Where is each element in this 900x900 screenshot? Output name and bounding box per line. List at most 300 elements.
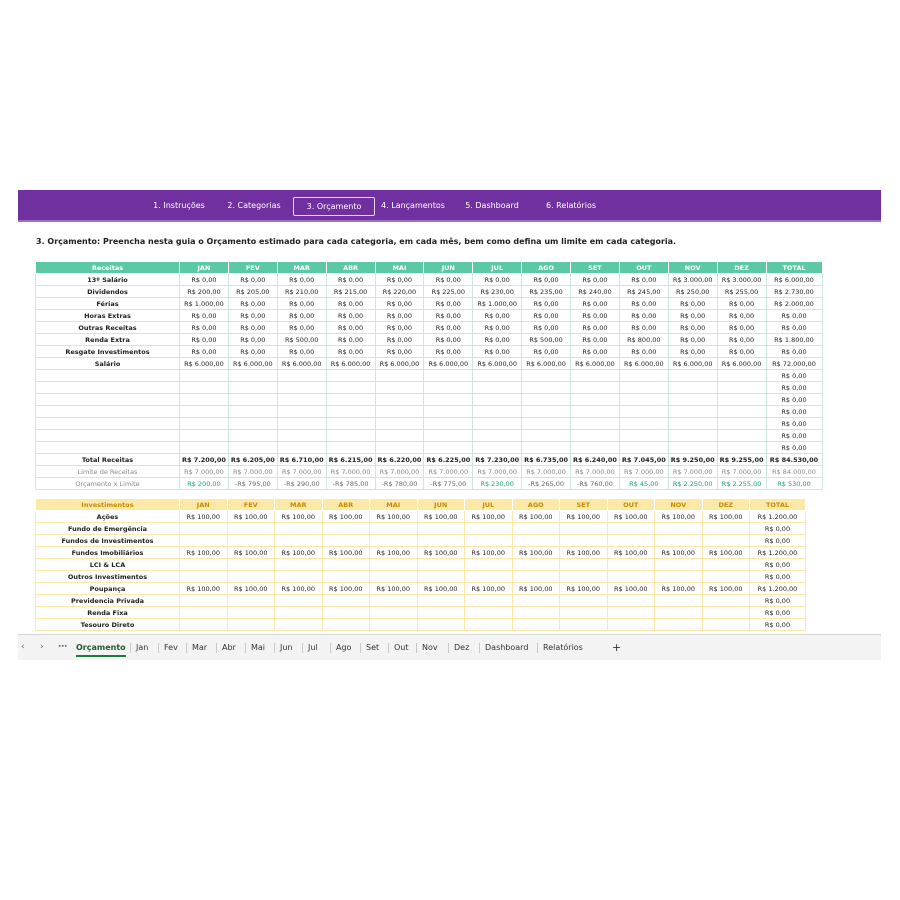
value-cell[interactable]: -R$ 290,00 [277,478,326,490]
value-cell[interactable] [655,535,703,547]
value-cell[interactable]: R$ 100,00 [275,583,323,595]
value-cell[interactable] [227,535,275,547]
value-cell[interactable]: R$ 500,00 [522,334,571,346]
month-header-cell[interactable]: NOV [668,262,717,274]
value-cell[interactable] [522,418,571,430]
value-cell[interactable]: R$ 0,00 [473,334,522,346]
value-cell[interactable] [277,370,326,382]
value-cell[interactable]: R$ 100,00 [702,511,750,523]
value-cell[interactable]: R$ 100,00 [655,547,703,559]
value-cell[interactable] [417,559,465,571]
value-cell[interactable] [424,394,473,406]
value-cell[interactable]: R$ 6.220,00 [375,454,424,466]
value-cell[interactable] [607,523,655,535]
row-total-cell[interactable]: R$ 0,00 [750,619,806,631]
value-cell[interactable] [275,559,323,571]
value-cell[interactable]: R$ 0,00 [326,274,375,286]
value-cell[interactable]: R$ 100,00 [180,511,228,523]
value-cell[interactable] [228,394,277,406]
month-header-cell[interactable]: JUN [424,262,473,274]
value-cell[interactable] [322,523,370,535]
value-cell[interactable]: R$ 100,00 [180,583,228,595]
value-cell[interactable] [417,523,465,535]
row-label-cell[interactable] [36,370,180,382]
value-cell[interactable] [180,430,229,442]
value-cell[interactable]: R$ 0,00 [668,298,717,310]
value-cell[interactable] [571,442,620,454]
row-total-cell[interactable]: R$ 0,00 [766,406,822,418]
row-label-cell[interactable]: Tesouro Direto [36,619,180,631]
value-cell[interactable] [227,607,275,619]
value-cell[interactable]: R$ 255,00 [717,286,766,298]
value-cell[interactable]: R$ 6.000,00 [619,358,668,370]
value-cell[interactable] [717,382,766,394]
value-cell[interactable]: R$ 0,00 [424,334,473,346]
value-cell[interactable]: R$ 6.240,00 [571,454,620,466]
row-label-cell[interactable]: 13º Salário [36,274,180,286]
value-cell[interactable] [275,523,323,535]
value-cell[interactable] [571,382,620,394]
value-cell[interactable] [619,406,668,418]
value-cell[interactable] [370,559,418,571]
value-cell[interactable]: R$ 0,00 [375,310,424,322]
value-cell[interactable] [465,607,513,619]
value-cell[interactable]: R$ 0,00 [180,310,229,322]
value-cell[interactable]: R$ 0,00 [180,346,229,358]
value-cell[interactable]: R$ 0,00 [228,274,277,286]
value-cell[interactable]: R$ 0,00 [277,346,326,358]
month-header-cell[interactable]: OUT [619,262,668,274]
value-cell[interactable]: R$ 7.000,00 [522,466,571,478]
value-cell[interactable]: R$ 0,00 [473,322,522,334]
value-cell[interactable] [417,619,465,631]
sheet-tab-mai[interactable]: Mai [251,643,266,652]
value-cell[interactable]: R$ 100,00 [512,583,560,595]
value-cell[interactable]: R$ 9.255,00 [717,454,766,466]
value-cell[interactable]: R$ 0,00 [228,346,277,358]
value-cell[interactable] [228,370,277,382]
value-cell[interactable]: R$ 0,00 [424,322,473,334]
value-cell[interactable]: R$ 7.000,00 [326,466,375,478]
value-cell[interactable]: R$ 100,00 [560,511,608,523]
value-cell[interactable]: R$ 0,00 [277,310,326,322]
value-cell[interactable]: R$ 100,00 [322,583,370,595]
row-total-cell[interactable]: R$ 1.200,00 [750,583,806,595]
section-header-cell[interactable]: Receitas [36,262,180,274]
row-total-cell[interactable]: R$ 0,00 [766,430,822,442]
month-header-cell[interactable]: ABR [322,499,370,511]
value-cell[interactable] [370,619,418,631]
row-label-cell[interactable]: Outras Receitas [36,322,180,334]
row-label-cell[interactable]: Resgate Investimentos [36,346,180,358]
value-cell[interactable]: R$ 6.000,00 [717,358,766,370]
value-cell[interactable] [180,418,229,430]
value-cell[interactable]: R$ 0,00 [375,274,424,286]
value-cell[interactable] [275,535,323,547]
month-header-cell[interactable]: MAR [277,262,326,274]
value-cell[interactable] [180,442,229,454]
sheet-tab-set[interactable]: Set [366,643,380,652]
value-cell[interactable]: R$ 0,00 [326,310,375,322]
value-cell[interactable] [619,382,668,394]
value-cell[interactable]: R$ 100,00 [370,547,418,559]
value-cell[interactable]: R$ 800,00 [619,334,668,346]
value-cell[interactable] [512,535,560,547]
value-cell[interactable] [326,430,375,442]
value-cell[interactable] [717,406,766,418]
value-cell[interactable] [227,619,275,631]
value-cell[interactable] [227,595,275,607]
value-cell[interactable] [571,370,620,382]
row-total-cell[interactable]: R$ 0,00 [750,535,806,547]
row-total-cell[interactable]: R$ 0,00 [766,322,822,334]
value-cell[interactable]: R$ 0,00 [424,346,473,358]
value-cell[interactable] [607,595,655,607]
value-cell[interactable]: R$ 0,00 [668,334,717,346]
row-total-cell[interactable]: R$ 2.000,00 [766,298,822,310]
value-cell[interactable] [512,595,560,607]
value-cell[interactable]: R$ 205,00 [228,286,277,298]
value-cell[interactable]: R$ 0,00 [228,298,277,310]
value-cell[interactable]: R$ 6.000,00 [277,358,326,370]
value-cell[interactable]: R$ 0,00 [668,322,717,334]
value-cell[interactable] [417,535,465,547]
value-cell[interactable]: R$ 100,00 [607,583,655,595]
value-cell[interactable]: R$ 6.000,00 [571,358,620,370]
value-cell[interactable]: R$ 7.000,00 [619,466,668,478]
month-header-cell[interactable]: DEZ [702,499,750,511]
month-header-cell[interactable]: OUT [607,499,655,511]
value-cell[interactable] [571,430,620,442]
value-cell[interactable]: R$ 0,00 [473,274,522,286]
value-cell[interactable] [228,418,277,430]
value-cell[interactable]: R$ 0,00 [717,346,766,358]
value-cell[interactable] [571,394,620,406]
sheet-tab-relat-rios[interactable]: Relatórios [543,643,583,652]
value-cell[interactable]: R$ 0,00 [717,298,766,310]
value-cell[interactable] [619,430,668,442]
row-label-cell[interactable]: Limite de Receitas [36,466,180,478]
value-cell[interactable] [322,619,370,631]
row-total-cell[interactable]: R$ 530,00 [766,478,822,490]
value-cell[interactable] [424,370,473,382]
value-cell[interactable] [702,619,750,631]
sheet-tab-jan[interactable]: Jan [136,643,149,652]
value-cell[interactable] [512,571,560,583]
value-cell[interactable] [522,430,571,442]
value-cell[interactable] [668,370,717,382]
value-cell[interactable]: R$ 0,00 [522,274,571,286]
value-cell[interactable]: R$ 6.000,00 [668,358,717,370]
value-cell[interactable] [417,595,465,607]
value-cell[interactable]: R$ 100,00 [417,511,465,523]
value-cell[interactable] [473,442,522,454]
value-cell[interactable] [560,535,608,547]
row-total-cell[interactable]: R$ 0,00 [766,310,822,322]
value-cell[interactable] [702,595,750,607]
row-total-cell[interactable]: R$ 6.000,00 [766,274,822,286]
value-cell[interactable]: R$ 100,00 [655,511,703,523]
value-cell[interactable] [607,619,655,631]
value-cell[interactable]: R$ 100,00 [417,583,465,595]
value-cell[interactable]: R$ 240,00 [571,286,620,298]
value-cell[interactable]: -R$ 795,00 [228,478,277,490]
value-cell[interactable]: R$ 0,00 [717,322,766,334]
sheet-tab-jun[interactable]: Jun [280,643,293,652]
value-cell[interactable]: R$ 200,00 [180,286,229,298]
value-cell[interactable]: R$ 0,00 [571,322,620,334]
value-cell[interactable]: R$ 3.000,00 [717,274,766,286]
scroll-prev-sheets-icon[interactable]: ‹ [21,642,25,652]
row-label-cell[interactable]: Renda Fixa [36,607,180,619]
value-cell[interactable]: R$ 0,00 [326,322,375,334]
value-cell[interactable] [668,406,717,418]
value-cell[interactable] [512,523,560,535]
row-total-cell[interactable]: R$ 0,00 [766,394,822,406]
value-cell[interactable]: R$ 0,00 [228,310,277,322]
value-cell[interactable]: R$ 100,00 [560,547,608,559]
value-cell[interactable]: -R$ 785,00 [326,478,375,490]
row-label-cell[interactable]: Férias [36,298,180,310]
value-cell[interactable] [424,430,473,442]
value-cell[interactable]: R$ 100,00 [465,547,513,559]
value-cell[interactable]: R$ 7.045,00 [619,454,668,466]
value-cell[interactable]: R$ 6.735,00 [522,454,571,466]
value-cell[interactable]: R$ 7.000,00 [571,466,620,478]
value-cell[interactable] [424,418,473,430]
value-cell[interactable]: R$ 500,00 [277,334,326,346]
nav-tab-3[interactable]: 3. Orçamento [293,197,375,216]
value-cell[interactable] [322,571,370,583]
value-cell[interactable] [619,442,668,454]
value-cell[interactable] [702,523,750,535]
value-cell[interactable] [180,535,228,547]
value-cell[interactable] [607,607,655,619]
value-cell[interactable]: R$ 7.000,00 [424,466,473,478]
value-cell[interactable] [228,430,277,442]
row-label-cell[interactable]: Ações [36,511,180,523]
sheet-tab-dez[interactable]: Dez [454,643,470,652]
value-cell[interactable]: R$ 6.000,00 [180,358,229,370]
month-header-cell[interactable]: JUL [473,262,522,274]
value-cell[interactable]: R$ 6.000,00 [424,358,473,370]
value-cell[interactable] [417,571,465,583]
month-header-cell[interactable]: MAR [275,499,323,511]
value-cell[interactable] [180,607,228,619]
total-header-cell[interactable]: TOTAL [766,262,822,274]
value-cell[interactable]: R$ 6.205,00 [228,454,277,466]
value-cell[interactable] [326,406,375,418]
value-cell[interactable] [375,418,424,430]
month-header-cell[interactable]: FEV [227,499,275,511]
value-cell[interactable]: R$ 6.000,00 [375,358,424,370]
value-cell[interactable]: R$ 0,00 [375,298,424,310]
value-cell[interactable] [465,595,513,607]
row-label-cell[interactable]: Total Receitas [36,454,180,466]
value-cell[interactable] [370,595,418,607]
value-cell[interactable]: R$ 100,00 [275,547,323,559]
value-cell[interactable]: R$ 100,00 [560,583,608,595]
value-cell[interactable] [702,571,750,583]
value-cell[interactable] [370,571,418,583]
sheet-tab-jul[interactable]: Jul [308,643,318,652]
row-total-cell[interactable]: R$ 0,00 [750,607,806,619]
value-cell[interactable]: R$ 100,00 [370,583,418,595]
value-cell[interactable]: R$ 0,00 [228,334,277,346]
value-cell[interactable] [326,442,375,454]
row-total-cell[interactable]: R$ 0,00 [750,571,806,583]
value-cell[interactable]: R$ 220,00 [375,286,424,298]
value-cell[interactable] [228,442,277,454]
value-cell[interactable]: R$ 6.215,00 [326,454,375,466]
value-cell[interactable]: R$ 6.000,00 [522,358,571,370]
row-label-cell[interactable] [36,430,180,442]
value-cell[interactable] [560,559,608,571]
value-cell[interactable]: R$ 100,00 [180,547,228,559]
value-cell[interactable] [522,382,571,394]
value-cell[interactable]: R$ 0,00 [619,274,668,286]
value-cell[interactable]: R$ 0,00 [668,310,717,322]
value-cell[interactable]: R$ 3.000,00 [668,274,717,286]
row-label-cell[interactable] [36,406,180,418]
month-header-cell[interactable]: ABR [326,262,375,274]
value-cell[interactable] [702,607,750,619]
value-cell[interactable] [180,619,228,631]
sheet-tab-ago[interactable]: Ago [336,643,352,652]
value-cell[interactable]: R$ 0,00 [277,298,326,310]
value-cell[interactable] [375,382,424,394]
row-total-cell[interactable]: R$ 72.000,00 [766,358,822,370]
value-cell[interactable]: R$ 6.000,00 [228,358,277,370]
value-cell[interactable]: R$ 100,00 [275,511,323,523]
value-cell[interactable]: R$ 0,00 [326,346,375,358]
value-cell[interactable]: -R$ 780,00 [375,478,424,490]
value-cell[interactable] [180,394,229,406]
value-cell[interactable]: R$ 7.000,00 [473,466,522,478]
value-cell[interactable] [277,442,326,454]
value-cell[interactable] [702,559,750,571]
value-cell[interactable]: R$ 7.000,00 [228,466,277,478]
sheet-tab-out[interactable]: Out [394,643,409,652]
value-cell[interactable] [370,523,418,535]
value-cell[interactable]: R$ 6.000,00 [473,358,522,370]
row-label-cell[interactable] [36,394,180,406]
value-cell[interactable]: R$ 0,00 [522,298,571,310]
value-cell[interactable]: R$ 0,00 [619,346,668,358]
value-cell[interactable] [326,418,375,430]
value-cell[interactable] [473,430,522,442]
row-label-cell[interactable]: Fundo de Emergência [36,523,180,535]
nav-tab-5[interactable]: 5. Dashboard [465,201,519,210]
row-total-cell[interactable]: R$ 0,00 [750,559,806,571]
value-cell[interactable] [473,406,522,418]
sheet-tab-nov[interactable]: Nov [422,643,438,652]
total-header-cell[interactable]: TOTAL [750,499,806,511]
value-cell[interactable]: R$ 100,00 [607,511,655,523]
row-total-cell[interactable]: R$ 0,00 [750,595,806,607]
value-cell[interactable]: R$ 6.710,00 [277,454,326,466]
month-header-cell[interactable]: JUL [465,499,513,511]
row-total-cell[interactable]: R$ 1.200,00 [750,511,806,523]
value-cell[interactable]: R$ 100,00 [655,583,703,595]
value-cell[interactable]: R$ 0,00 [424,310,473,322]
value-cell[interactable]: R$ 1.000,00 [473,298,522,310]
value-cell[interactable]: R$ 0,00 [326,298,375,310]
month-header-cell[interactable]: NOV [655,499,703,511]
value-cell[interactable] [522,370,571,382]
row-label-cell[interactable]: Renda Extra [36,334,180,346]
value-cell[interactable] [560,523,608,535]
value-cell[interactable] [512,559,560,571]
value-cell[interactable] [180,370,229,382]
row-label-cell[interactable]: Orçamento x Limite [36,478,180,490]
value-cell[interactable] [512,607,560,619]
value-cell[interactable]: R$ 0,00 [326,334,375,346]
value-cell[interactable] [717,430,766,442]
value-cell[interactable] [180,382,229,394]
value-cell[interactable]: R$ 0,00 [228,322,277,334]
value-cell[interactable] [668,394,717,406]
row-label-cell[interactable]: Outros Investimentos [36,571,180,583]
value-cell[interactable] [277,430,326,442]
value-cell[interactable]: R$ 7.230,00 [473,454,522,466]
value-cell[interactable]: R$ 0,00 [717,334,766,346]
value-cell[interactable] [560,607,608,619]
value-cell[interactable]: R$ 0,00 [619,298,668,310]
value-cell[interactable]: R$ 9.250,00 [668,454,717,466]
value-cell[interactable] [619,370,668,382]
value-cell[interactable]: R$ 230,00 [473,478,522,490]
value-cell[interactable] [326,382,375,394]
row-total-cell[interactable]: R$ 0,00 [766,442,822,454]
value-cell[interactable] [655,595,703,607]
value-cell[interactable] [424,442,473,454]
value-cell[interactable] [375,394,424,406]
value-cell[interactable]: R$ 2.255,00 [717,478,766,490]
value-cell[interactable]: R$ 0,00 [571,346,620,358]
row-label-cell[interactable] [36,418,180,430]
value-cell[interactable]: R$ 245,00 [619,286,668,298]
value-cell[interactable]: R$ 250,00 [668,286,717,298]
value-cell[interactable]: R$ 7.000,00 [277,466,326,478]
month-header-cell[interactable]: MAI [370,499,418,511]
value-cell[interactable] [322,595,370,607]
month-header-cell[interactable]: JAN [180,262,229,274]
value-cell[interactable] [180,571,228,583]
value-cell[interactable] [619,418,668,430]
value-cell[interactable] [655,559,703,571]
sheet-tab-fev[interactable]: Fev [164,643,178,652]
value-cell[interactable] [424,406,473,418]
value-cell[interactable]: R$ 210,00 [277,286,326,298]
value-cell[interactable] [465,559,513,571]
value-cell[interactable]: R$ 0,00 [277,274,326,286]
value-cell[interactable]: R$ 100,00 [465,583,513,595]
value-cell[interactable] [417,607,465,619]
row-label-cell[interactable]: Previdencia Privada [36,595,180,607]
value-cell[interactable]: -R$ 775,00 [424,478,473,490]
month-header-cell[interactable]: FEV [228,262,277,274]
value-cell[interactable]: R$ 100,00 [227,583,275,595]
value-cell[interactable]: R$ 100,00 [322,511,370,523]
value-cell[interactable]: R$ 230,00 [473,286,522,298]
value-cell[interactable] [277,394,326,406]
value-cell[interactable]: R$ 7.000,00 [668,466,717,478]
value-cell[interactable]: R$ 235,00 [522,286,571,298]
value-cell[interactable]: R$ 0,00 [180,274,229,286]
value-cell[interactable] [473,394,522,406]
value-cell[interactable]: R$ 0,00 [375,346,424,358]
